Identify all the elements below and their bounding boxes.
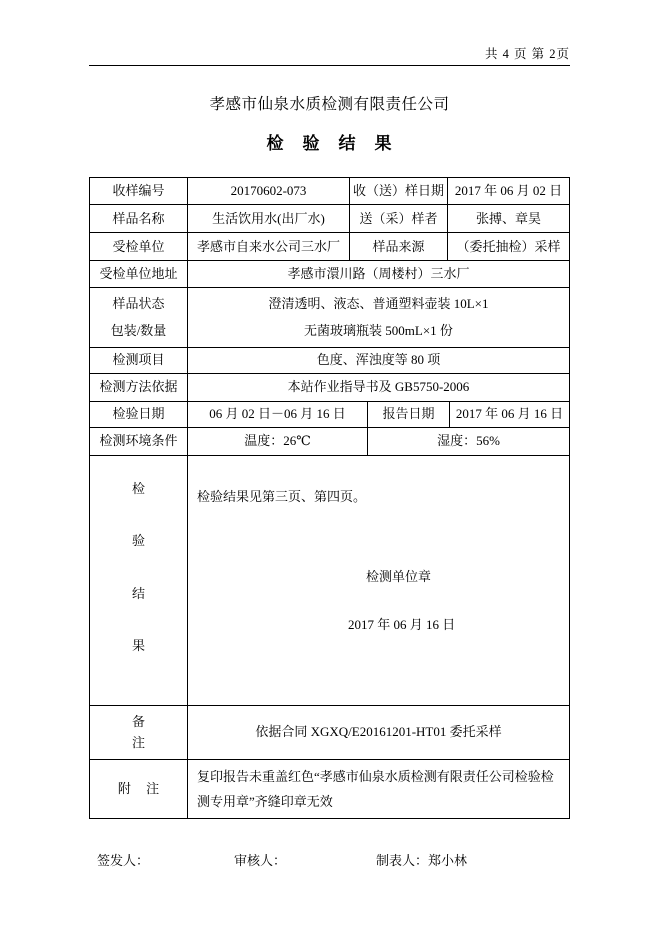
sampler-value: 张搏、章昊 [475, 210, 541, 226]
environment-label: 检测环境条件 [90, 428, 188, 455]
page-number-header: 共 4 页 第 2页 [89, 44, 570, 66]
table-row-inspected-unit [90, 233, 569, 261]
unit-address-value: 孝感市澴川路（周楼村）三水厂 [287, 266, 470, 282]
sample-name-value: 生活饮用水(出厂水) [188, 205, 350, 232]
result-summary-table [89, 177, 570, 819]
table-row-test-method [90, 374, 569, 402]
result-note: 检验结果见第三页、第四页。 [197, 488, 367, 504]
table-row-unit-address [90, 261, 569, 288]
report-date-label: 报告日期 [368, 402, 450, 427]
table-row-test-date [90, 402, 569, 428]
table-row-remark [90, 706, 569, 760]
report-date-value: 2017 年 06 月 16 日 [455, 406, 564, 422]
receive-date-value: 2017 年 06 月 02 日 [454, 183, 563, 199]
sample-state-label-line1: 样品状态 [112, 296, 165, 311]
unit-address-label: 受检单位地址 [90, 261, 188, 287]
inspected-unit-value: 孝感市自来水公司三水厂 [188, 233, 350, 260]
result-label-char-1: 检 [131, 480, 145, 496]
test-items-value: 色度、浑浊度等 80 项 [316, 352, 441, 368]
sample-state-value-line1: 澄清透明、液态、普通塑料壶装 10L×1 [268, 296, 489, 311]
result-label-char-3: 结 [131, 585, 145, 601]
sample-state-label [90, 288, 188, 347]
tabulator-label: 制表人：郑小林 [376, 853, 468, 869]
sample-source-value: （委托抽检）采样 [456, 238, 561, 254]
inspected-unit-label: 受检单位 [90, 233, 188, 260]
sample-state-label-line2: 包装/数量 [110, 323, 167, 339]
table-row-appendix [90, 760, 569, 819]
test-date-label: 检验日期 [90, 402, 188, 427]
environment-humidity: 湿度：56% [437, 433, 500, 449]
test-items-label: 检测项目 [90, 348, 188, 373]
table-row-sample-state [90, 288, 569, 348]
remark-label-char-2: 注 [131, 735, 145, 751]
sample-source-label: 样品来源 [350, 233, 448, 260]
result-date: 2017 年 06 月 16 日 [348, 616, 456, 632]
environment-temperature: 温度：26℃ [188, 428, 368, 455]
table-row-sample-name [90, 205, 569, 233]
sample-state-value [188, 288, 569, 347]
test-method-value: 本站作业指导书及 GB5750-2006 [287, 379, 470, 395]
reviewer-label: 审核人： [234, 853, 287, 869]
sample-no-value: 20170602-073 [188, 178, 350, 204]
appendix-value: 复印报告未重盖红色“孝感市仙泉水质检测有限责任公司检验检测专用章”齐缝印章无效 [197, 768, 554, 809]
report-title: 检 验 结 果 [266, 134, 393, 153]
test-method-label: 检测方法依据 [90, 374, 188, 401]
result-vertical-label [90, 456, 188, 705]
company-title: 孝感市仙泉水质检测有限责任公司 [209, 96, 450, 113]
remark-label-char-1: 备 [131, 713, 145, 729]
sample-no-label: 收样编号 [90, 178, 188, 204]
table-row-environment [90, 428, 569, 456]
receive-date-label: 收（送）样日期 [350, 178, 448, 204]
issuer-label: 签发人： [97, 853, 150, 869]
result-content-cell [188, 456, 569, 705]
remark-value: 依据合同 XGXQ/E20161201-HT01 委托采样 [255, 724, 502, 740]
result-label-char-2: 验 [131, 533, 145, 549]
table-row-result [90, 456, 569, 706]
appendix-label: 附 注 [90, 760, 188, 819]
table-row-sample-no [90, 178, 569, 205]
remark-vertical-label [90, 706, 188, 759]
test-date-value: 06 月 02 日－06 月 16 日 [188, 402, 368, 427]
table-row-test-items [90, 348, 569, 374]
sample-name-label: 样品名称 [90, 205, 188, 232]
sampler-label: 送（采）样者 [350, 205, 448, 232]
report-content [89, 0, 570, 870]
signature-row [89, 850, 570, 870]
seal-caption: 检测单位章 [366, 568, 432, 584]
result-label-char-4: 果 [131, 638, 145, 654]
sample-state-value-line2: 无菌玻璃瓶装 500mL×1 份 [304, 323, 453, 339]
